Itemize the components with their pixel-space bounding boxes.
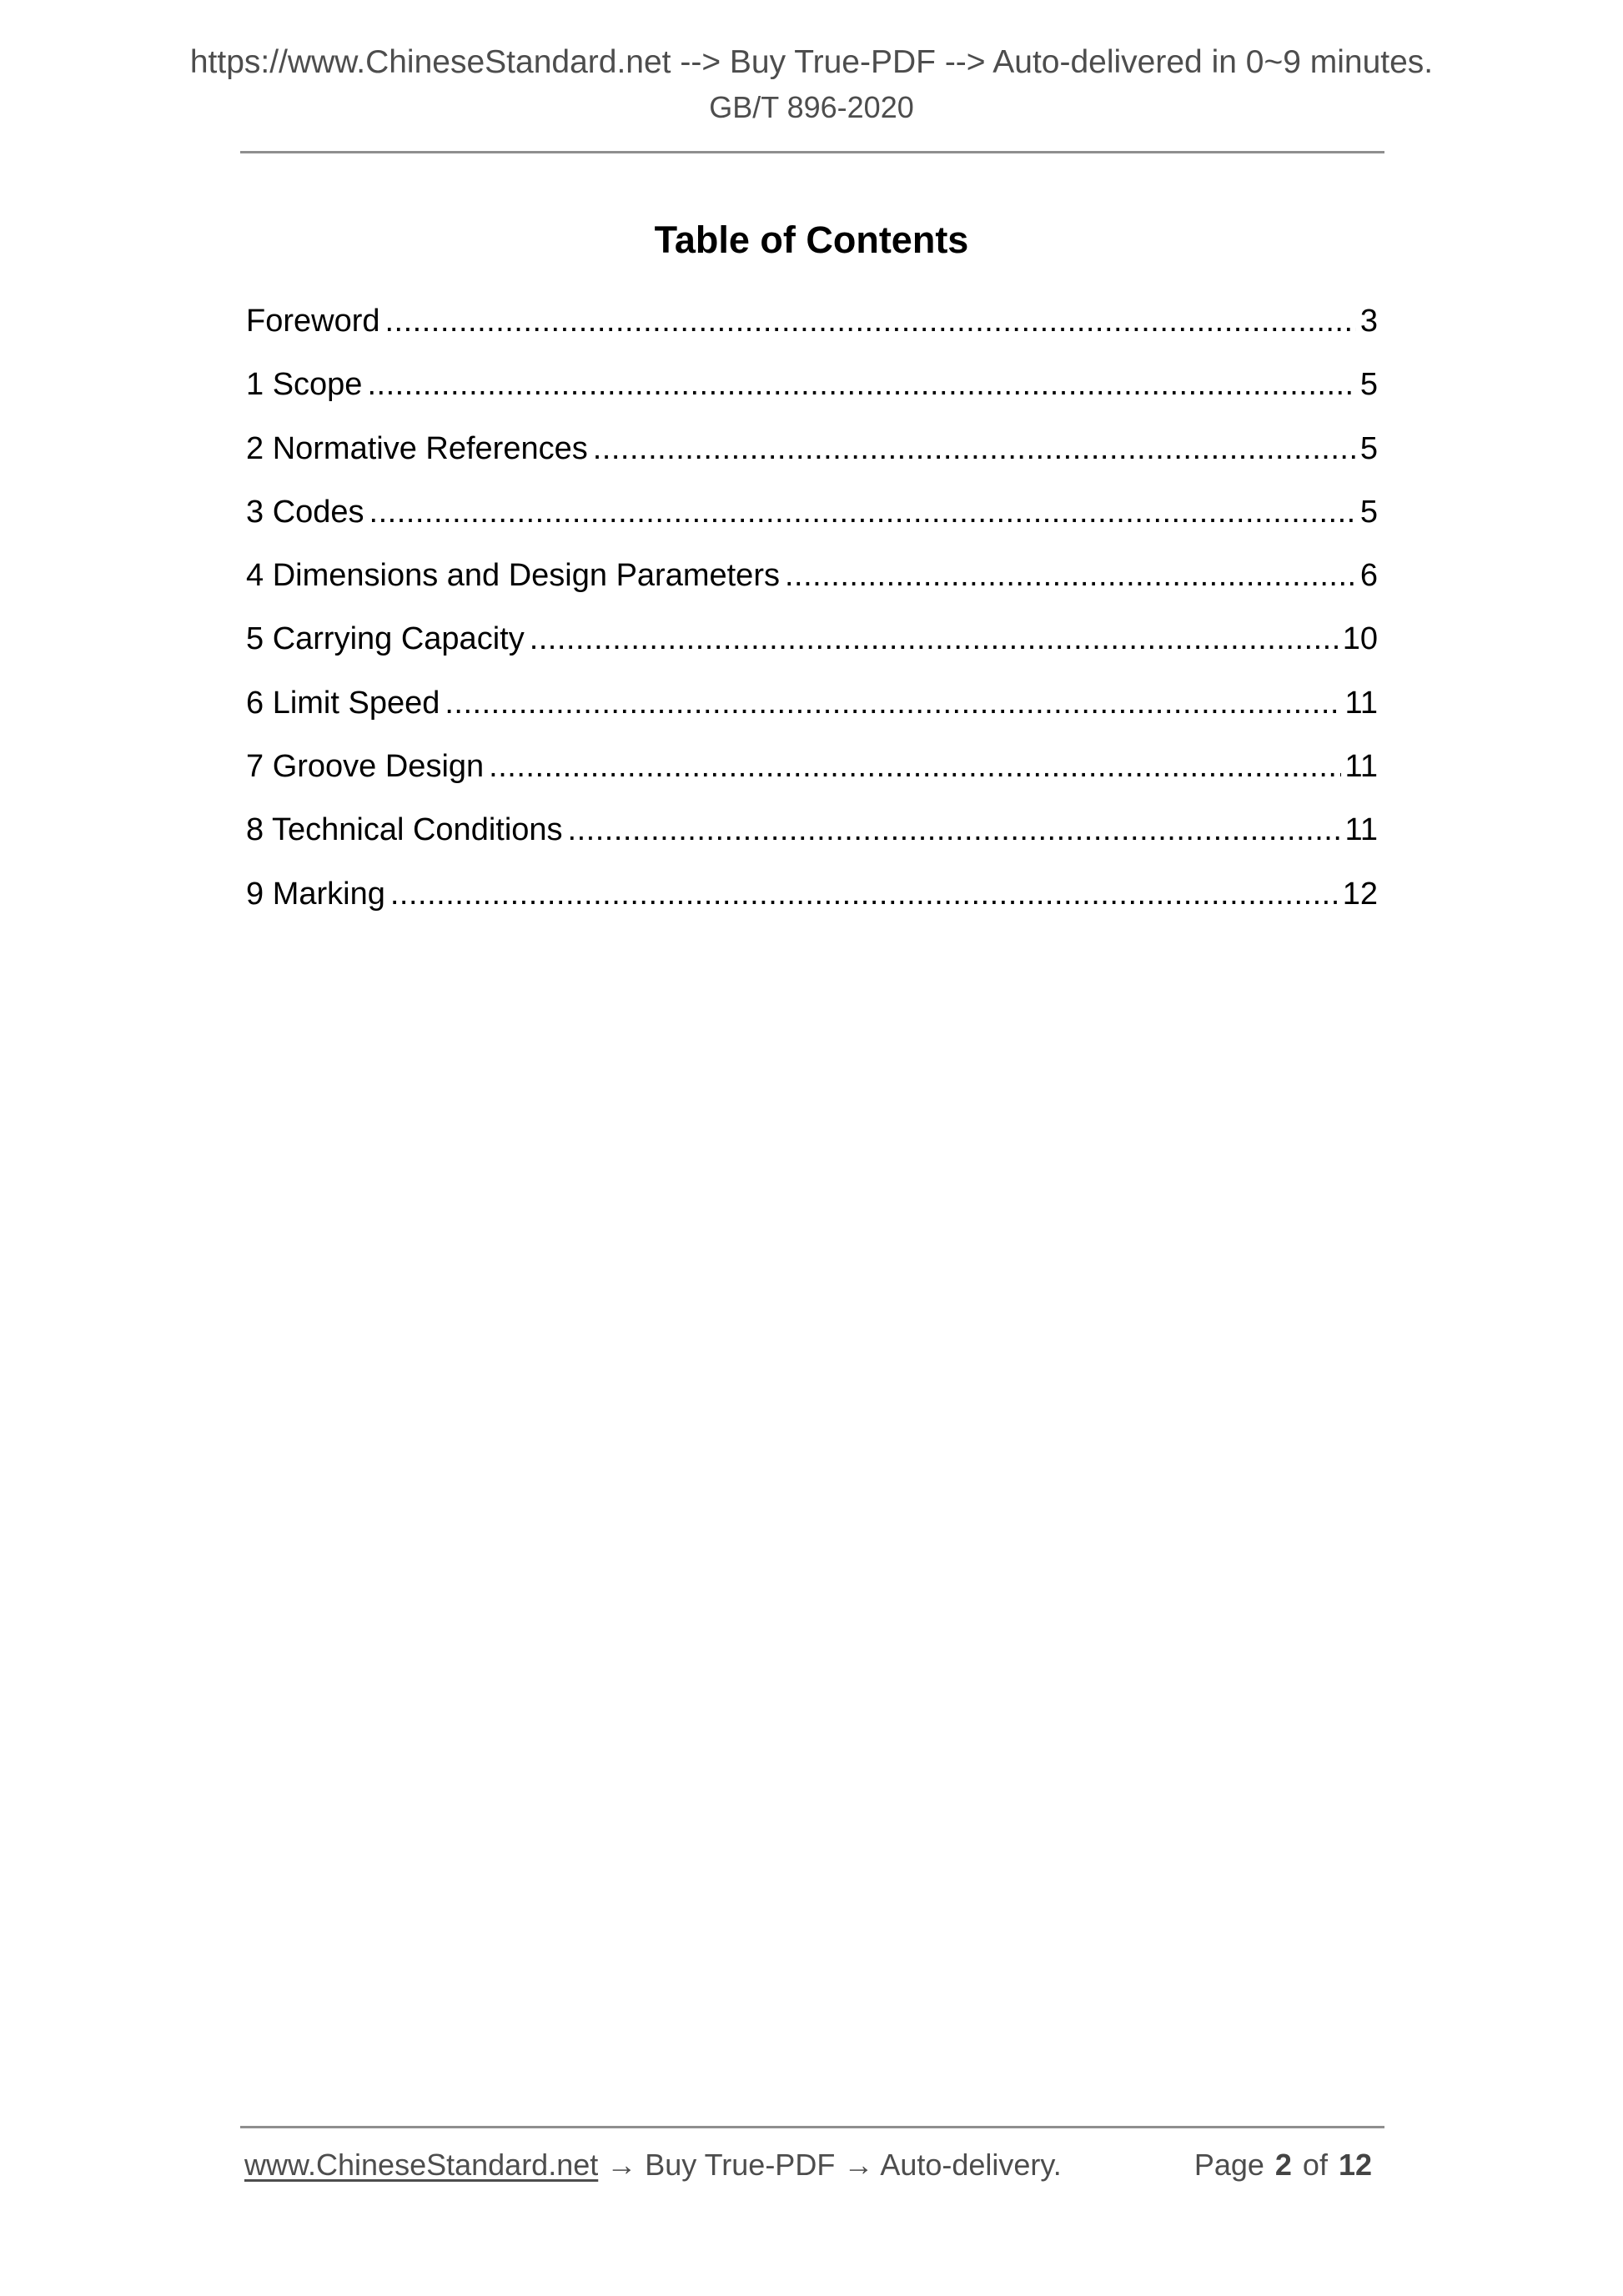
toc-dot-leader: [390, 876, 1339, 912]
toc-entry-label: 1 Scope: [246, 367, 363, 403]
toc-page-number: 12: [1342, 876, 1378, 912]
header-url-line: https://www.ChineseStandard.net --> Buy True-PDF --> Auto-delivered in 0~9 minutes.: [189, 44, 1434, 80]
page-indicator: [1194, 2148, 1372, 2183]
toc-entry-label: 8 Technical Conditions: [246, 812, 563, 848]
toc-entry-groove-design[interactable]: [246, 748, 1378, 811]
of-label: of: [1302, 2148, 1328, 2182]
footer-divider: [240, 2126, 1384, 2128]
toc-dot-leader: [369, 494, 1356, 530]
toc-entry-label: 7 Groove Design: [246, 749, 485, 785]
toc-entry-limit-speed[interactable]: [246, 685, 1378, 748]
header-divider: [240, 151, 1384, 153]
footer-tagline-rest: → Buy True-PDF → Auto-delivery.: [606, 2148, 1062, 2182]
table-of-contents: [246, 303, 1378, 939]
page-title: Table of Contents: [654, 219, 969, 261]
toc-entry-label: 6 Limit Speed: [246, 685, 440, 721]
toc-entry-label: 2 Normative References: [246, 430, 588, 466]
toc-page-number: 10: [1342, 621, 1378, 657]
toc-entry-label: Foreword: [246, 304, 380, 339]
toc-entry-codes[interactable]: [246, 494, 1378, 557]
toc-dot-leader: [489, 748, 1340, 785]
toc-page-number: 5: [1359, 367, 1378, 403]
footer: [244, 2148, 1372, 2183]
toc-dot-leader: [367, 366, 1355, 403]
footer-tagline: [244, 2148, 1062, 2183]
toc-entry-normative-references[interactable]: [246, 430, 1378, 494]
toc-entry-scope[interactable]: [246, 366, 1378, 430]
toc-entry-marking[interactable]: [246, 876, 1378, 939]
toc-dot-leader: [385, 303, 1356, 339]
toc-page-number: 3: [1359, 304, 1378, 339]
toc-entry-label: 3 Codes: [246, 494, 364, 530]
toc-page-number: 11: [1344, 749, 1378, 785]
toc-page-number: 11: [1344, 812, 1378, 848]
toc-entry-technical-conditions[interactable]: [246, 811, 1378, 875]
toc-dot-leader: [593, 430, 1356, 467]
toc-dot-leader: [445, 685, 1340, 721]
toc-entry-carrying-capacity[interactable]: [246, 620, 1378, 684]
page-label: Page: [1193, 2148, 1264, 2182]
toc-entry-label: 4 Dimensions and Design Parameters: [246, 558, 780, 594]
doc-number: GB/T 896-2020: [709, 90, 914, 124]
toc-dot-leader: [568, 811, 1341, 848]
toc-entry-label: 5 Carrying Capacity: [246, 621, 525, 657]
page-current: 2: [1274, 2148, 1292, 2182]
toc-page-number: 11: [1344, 685, 1378, 721]
footer-site-link[interactable]: www.ChineseStandard.net: [244, 2148, 599, 2182]
toc-entry-dimensions-design-parameters[interactable]: [246, 557, 1378, 620]
toc-page-number: 5: [1359, 430, 1378, 466]
toc-page-number: 6: [1359, 558, 1378, 594]
page-total: 12: [1338, 2148, 1372, 2182]
toc-dot-leader: [785, 557, 1356, 594]
toc-page-number: 5: [1359, 494, 1378, 530]
toc-entry-foreword[interactable]: [246, 303, 1378, 366]
toc-entry-label: 9 Marking: [246, 876, 385, 912]
toc-dot-leader: [530, 620, 1339, 657]
